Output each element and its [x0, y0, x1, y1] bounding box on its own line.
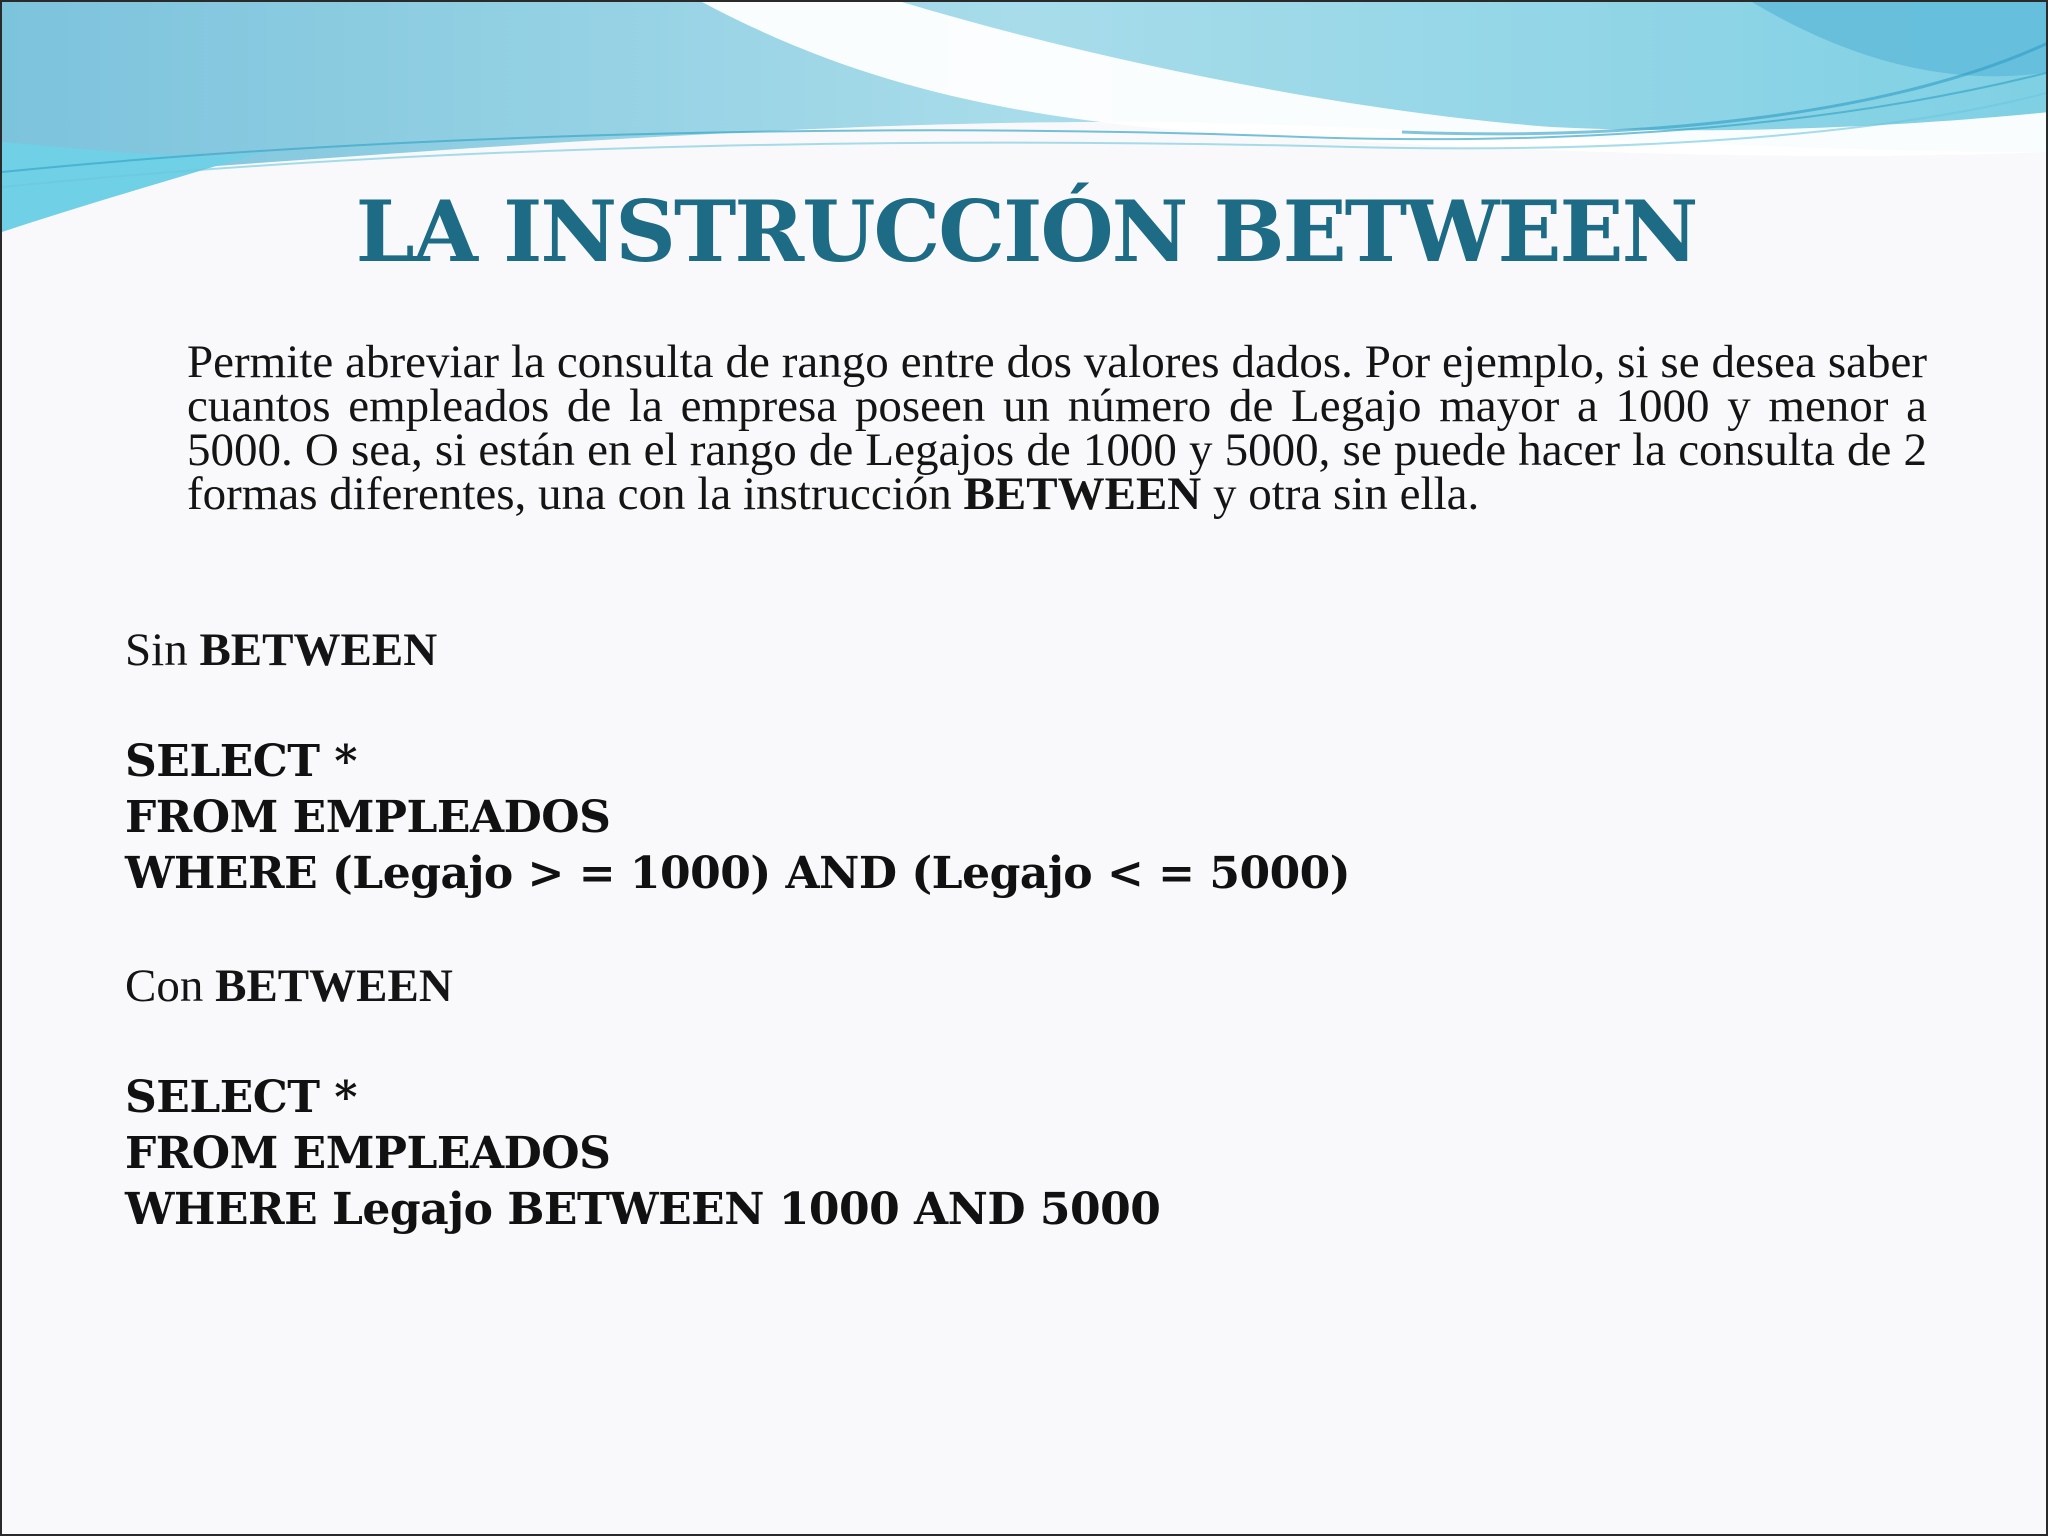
intro-text: Permite abreviar la consulta de rango entre dos valores dados. Por ejemplo, si se desea saber cuantos empleados de la empresa poseen un número de Legajo mayor a 1000 y menor a 5000. O sea, si están en el rango de Legajos de 1000 y 5000, se puede hacer la consulta de 2 formas diferentes, una con la instrucción: [187, 336, 1927, 520]
with-between-label: [125, 958, 453, 1014]
intro-text-end: y otra sin ella.: [1201, 468, 1480, 520]
code-line: SELECT *: [125, 736, 357, 787]
slide-title: LA INSTRUCCIÓN BETWEEN: [355, 182, 1697, 281]
intro-paragraph: [187, 336, 1927, 520]
code-block-without-between: [125, 734, 1350, 902]
code-line: FROM EMPLEADOS: [125, 792, 611, 843]
without-label-keyword: BETWEEN: [199, 624, 438, 676]
without-label-prefix: Sin: [125, 624, 200, 676]
with-label-keyword: BETWEEN: [215, 960, 453, 1012]
code-block-with-between: [125, 1070, 1160, 1238]
code-line: WHERE Legajo BETWEEN 1000 AND 5000: [125, 1184, 1161, 1235]
with-label-prefix: Con: [125, 960, 216, 1012]
intro-bold-keyword: BETWEEN: [963, 468, 1202, 520]
code-line: SELECT *: [125, 1072, 357, 1123]
without-between-label: [125, 622, 437, 678]
code-line: WHERE (Legajo > = 1000) AND (Legajo < = 5000): [125, 848, 1351, 899]
code-line: FROM EMPLEADOS: [125, 1128, 611, 1179]
